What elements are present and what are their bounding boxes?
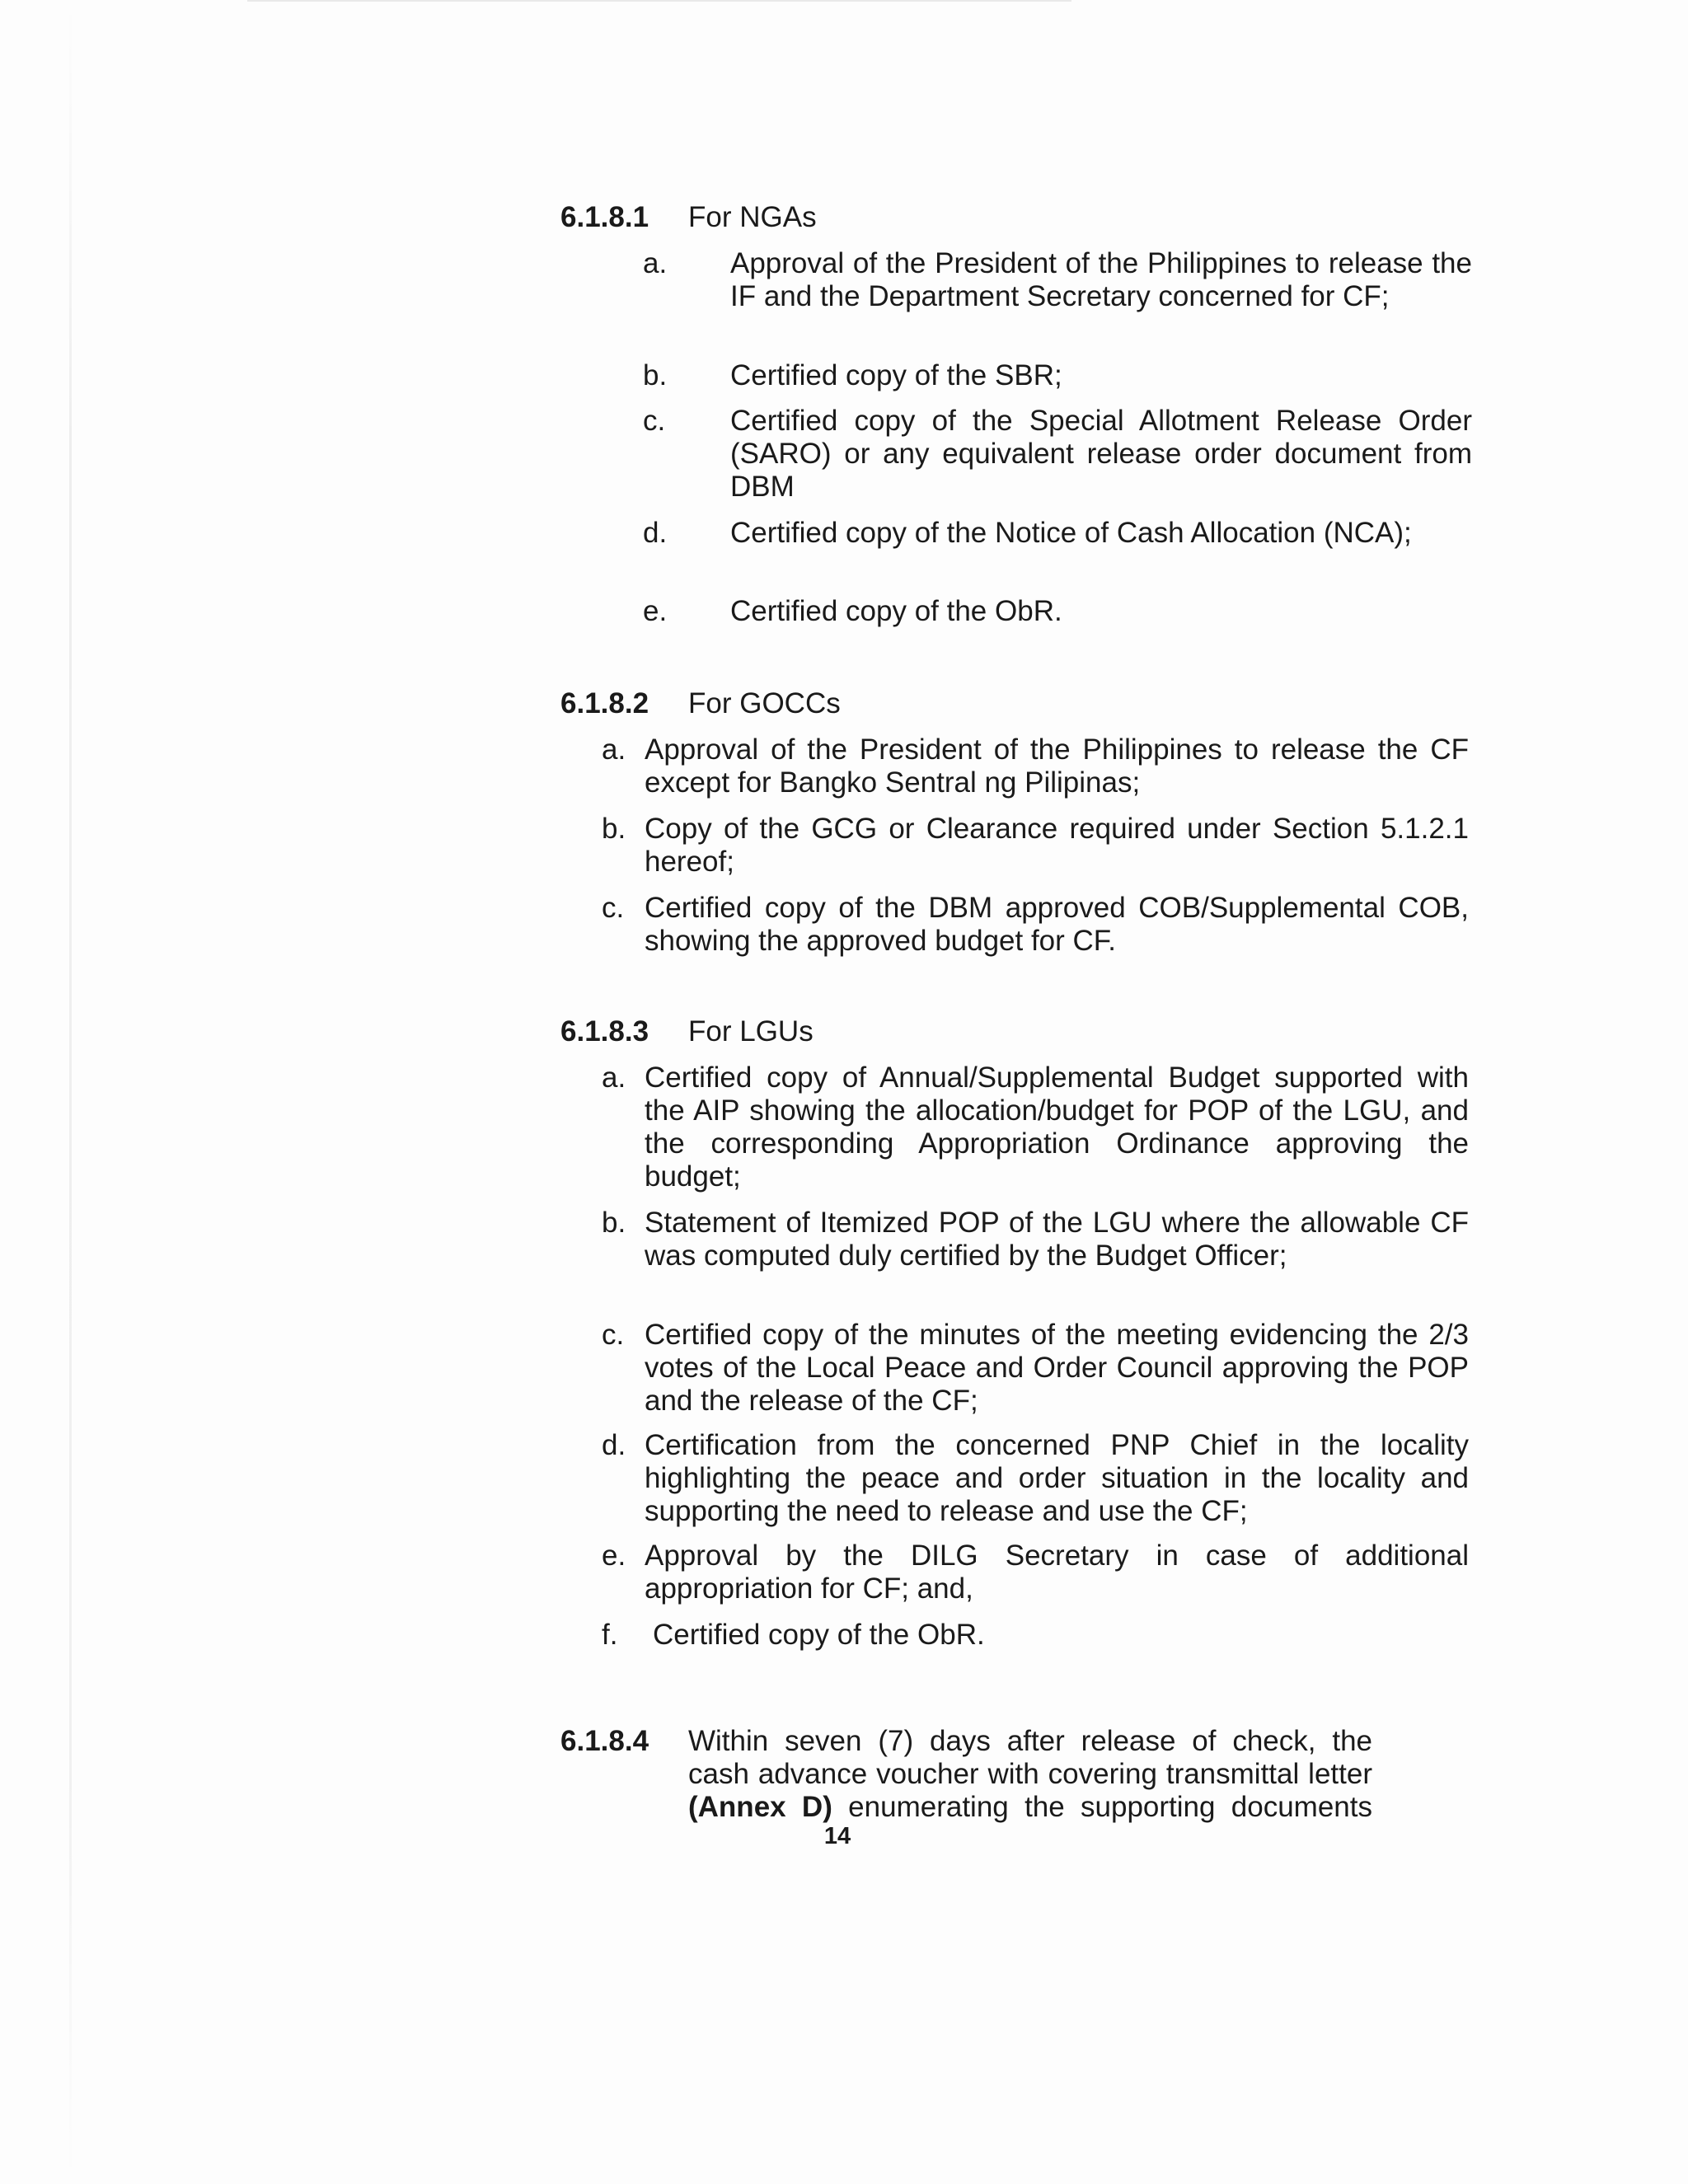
- list-item-text: Copy of the GCG or Clearance required under Section 5.1.2.1 hereof;: [645, 813, 1469, 878]
- list-item-label: b.: [602, 1207, 626, 1239]
- section-title: For LGUs: [688, 1015, 814, 1047]
- list-item: [643, 595, 1477, 628]
- list-item-text: Certified copy of the minutes of the meeting evidencing the 2/3 votes of the Local Peace and Order Council approving the POP and the release of the CF;: [645, 1319, 1469, 1417]
- list-item: [643, 247, 1477, 313]
- list-item-text: Approval of the President of the Philippines to release the CF except for Bangko Sentral ng Pilipinas;: [645, 733, 1469, 799]
- list-item: [602, 1062, 1477, 1193]
- list-item-text: Certified copy of the SBR;: [730, 359, 1062, 391]
- list-item: [602, 1207, 1477, 1272]
- list-item: [602, 1319, 1477, 1418]
- list-item-label: d.: [602, 1429, 626, 1461]
- section-number: 6.1.8.3: [560, 1015, 649, 1047]
- list-item: [643, 517, 1477, 550]
- list-item-text: Certified copy of Annual/Supplemental Budget supported with the AIP showing the allocation/budget for POP of the LGU, and the corresponding Appropriation Ordinance approving the budget;: [645, 1062, 1469, 1193]
- section-number: 6.1.8.1: [560, 201, 649, 233]
- section-heading: [560, 687, 841, 720]
- section-heading: [560, 201, 817, 234]
- list-item: [602, 892, 1477, 958]
- section-heading: [560, 1015, 814, 1048]
- list-item-label: b.: [602, 813, 626, 845]
- list-item-label: e.: [643, 595, 668, 627]
- list-item-text: Certified copy of the ObR.: [653, 1619, 985, 1651]
- list-item: [602, 1429, 1477, 1528]
- list-item: [602, 1540, 1477, 1605]
- section-number: 6.1.8.2: [560, 687, 649, 719]
- list-item-text: Statement of Itemized POP of the LGU where the allowable CF was computed duly certified by the Budget Officer;: [645, 1207, 1469, 1272]
- list-item-label: f.: [602, 1619, 618, 1651]
- list-item: [602, 1619, 1477, 1652]
- annex-reference: (Annex D): [688, 1791, 832, 1823]
- list-item: [643, 359, 1477, 392]
- section-title: For NGAs: [688, 201, 817, 233]
- list-item-label: c.: [643, 405, 666, 437]
- list-item-text: Certification from the concerned PNP Chief in the locality highlighting the peace and order situation in the locality and supporting the need to release and use the CF;: [645, 1429, 1469, 1527]
- list-item-label: a.: [602, 1062, 626, 1094]
- list-item-label: b.: [643, 359, 668, 391]
- page-number: 14: [823, 1823, 851, 1849]
- list-item-label: a.: [602, 733, 626, 766]
- list-item-text: Certified copy of the ObR.: [730, 595, 1062, 627]
- section-number: 6.1.8.4: [560, 1725, 649, 1757]
- paragraph-text: [688, 1725, 1372, 1824]
- list-item: [602, 813, 1477, 879]
- paragraph-text-part1: Within seven (7) days after release of check, the cash advance voucher with covering transmittal letter: [688, 1725, 1372, 1790]
- section-title: For GOCCs: [688, 687, 841, 719]
- list-item-text: Approval by the DILG Secretary in case of additional appropriation for CF; and,: [645, 1540, 1469, 1605]
- section-paragraph-6-1-8-4: [560, 1725, 1477, 1824]
- list-item-label: e.: [602, 1540, 626, 1572]
- paragraph-text-part2: enumerating the supporting documents: [832, 1791, 1372, 1823]
- list-item-text: Certified copy of the Notice of Cash Allocation (NCA);: [730, 517, 1412, 549]
- list-item-label: a.: [643, 247, 668, 279]
- list-item-label: c.: [602, 892, 625, 924]
- list-item: [602, 733, 1477, 799]
- list-item: [643, 405, 1477, 504]
- list-item-text: Certified copy of the Special Allotment Release Order (SARO) or any equivalent release order document from DBM: [730, 405, 1472, 503]
- list-item-label: d.: [643, 517, 668, 549]
- list-item-text: Certified copy of the DBM approved COB/Supplemental COB, showing the approved budget for CF.: [645, 892, 1469, 957]
- list-item-text: Approval of the President of the Philippines to release the IF and the Department Secretary concerned for CF;: [730, 247, 1472, 312]
- list-item-label: c.: [602, 1319, 625, 1351]
